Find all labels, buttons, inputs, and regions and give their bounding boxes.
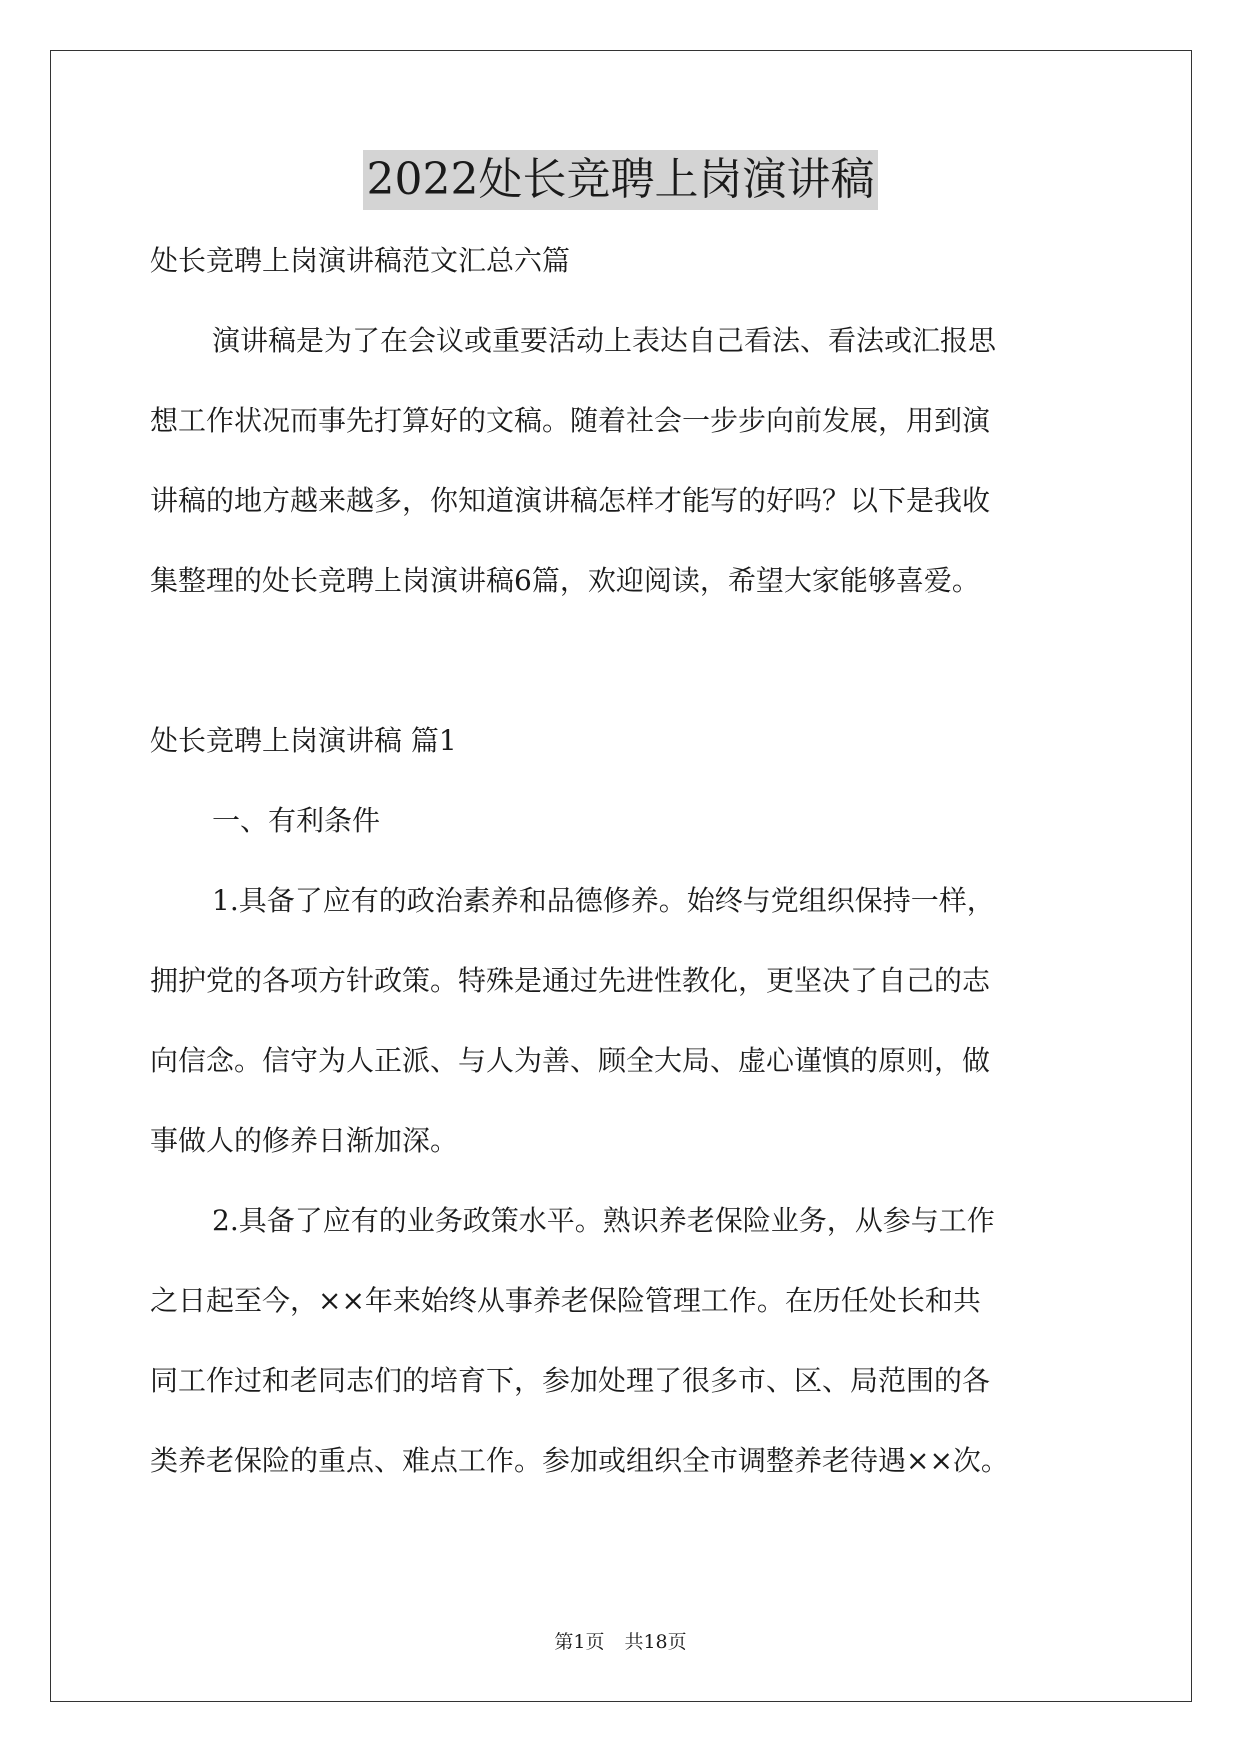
para1-line: 1.具备了应有的政治素养和品德修养。始终与党组织保持一样， [212,884,995,917]
document-body [150,238,1096,1518]
intro-line: 讲稿的地方越来越多，你知道演讲稿怎样才能写的好吗？以下是我收 [150,484,991,517]
paragraph-gap [150,638,1096,718]
para2-line: 2.具备了应有的业务政策水平。熟识养老保险业务，从参与工作 [212,1204,995,1237]
page-total: 共18页 [624,1631,687,1653]
title-wrap [0,150,1241,210]
intro-line: 演讲稿是为了在会议或重要活动上表达自己看法、看法或汇报思 [212,324,997,357]
para2-line: 同工作过和老同志们的培育下，参加处理了很多市、区、局范围的各 [150,1364,991,1397]
para2-line: 之日起至今，××年来始终从事养老保险管理工作。在历任处长和共 [150,1284,981,1317]
section-heading: 处长竞聘上岗演讲稿 篇1 [150,724,457,757]
document-subtitle: 处长竞聘上岗演讲稿范文汇总六篇 [150,244,571,277]
para1-line: 向信念。信守为人正派、与人为善、顾全大局、虚心谨慎的原则，做 [150,1044,991,1077]
para1-line: 事做人的修养日渐加深。 [150,1124,459,1157]
page-number: 第1页 [554,1631,605,1653]
para2-line: 类养老保险的重点、难点工作。参加或组织全市调整养老待遇××次。 [150,1444,1009,1477]
para1-line: 拥护党的各项方针政策。特殊是通过先进性教化，更坚决了自己的志 [150,964,991,997]
intro-line: 集整理的处长竞聘上岗演讲稿6篇，欢迎阅读，希望大家能够喜爱。 [150,564,980,597]
document-title: 2022处长竞聘上岗演讲稿 [363,150,879,210]
subsection-heading: 一、有利条件 [212,804,381,837]
intro-line: 想工作状况而事先打算好的文稿。随着社会一步步向前发展，用到演 [150,404,991,437]
page-footer [0,1630,1241,1654]
